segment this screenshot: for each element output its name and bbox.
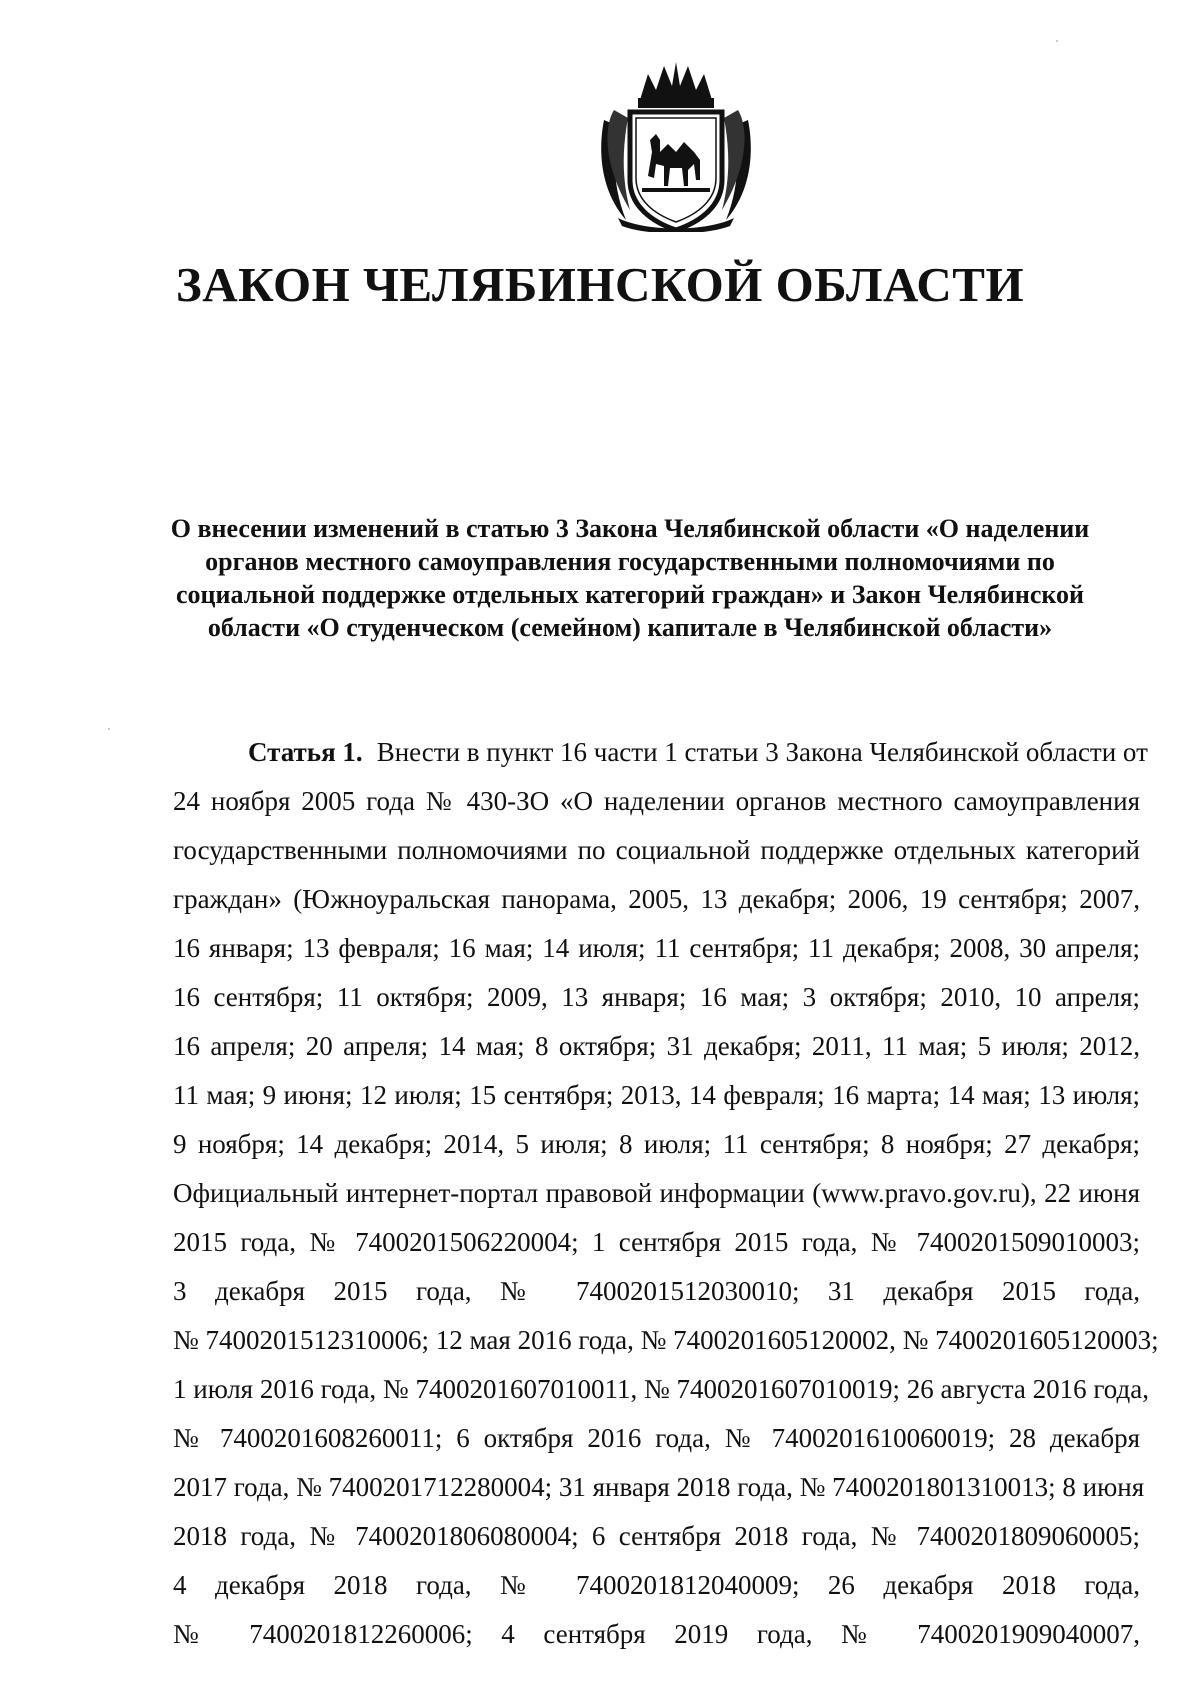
article-line: 9 ноября; 14 декабря; 2014, 5 июля; 8 июля; 11 сентября; 8 ноября; 27 декабря;: [173, 1129, 1140, 1159]
article-line: № 7400201608260011; 6 октября 2016 года, № 7400201610060019; 28 декабря: [173, 1423, 1140, 1453]
article-line: 24 ноября 2005 года № 430-ЗО «О наделении органов местного самоуправления: [173, 786, 1140, 816]
scan-speck: [108, 728, 110, 730]
article-line: 1 июля 2016 года, № 7400201607010011, № 7400201607010019; 26 августа 2016 года,: [173, 1374, 1149, 1404]
article-line: Официальный интернет-портал правовой информации (www.pravo.gov.ru), 22 июня: [173, 1178, 1140, 1208]
article-line: государственными полномочиями по социальной поддержке отдельных категорий: [173, 835, 1140, 865]
article-line: 4 декабря 2018 года, № 7400201812040009; 26 декабря 2018 года,: [173, 1570, 1140, 1600]
article-line: 2017 года, № 7400201712280004; 31 января 2018 года, № 7400201801310013; 8 июня: [173, 1472, 1145, 1502]
article-line: 2018 года, № 7400201806080004; 6 сентября 2018 года, № 7400201809060005;: [173, 1521, 1140, 1551]
article-line: 2015 года, № 7400201506220004; 1 сентября 2015 года, № 7400201509010003;: [173, 1227, 1140, 1257]
article-line: № 7400201512310006; 12 мая 2016 года, № 7400201605120002, № 7400201605120003;: [173, 1325, 1159, 1355]
article-line: 3 декабря 2015 года, № 7400201512030010; 31 декабря 2015 года,: [173, 1276, 1140, 1306]
article-line: 16 апреля; 20 апреля; 14 мая; 8 октября; 31 декабря; 2011, 11 мая; 5 июля; 2012,: [173, 1031, 1140, 1061]
article-line: 16 января; 13 февраля; 16 мая; 14 июля; 11 сентября; 11 декабря; 2008, 30 апреля;: [173, 933, 1140, 963]
law-subject-heading: О внесении изменений в статью 3 Закона Челябинской области «О наделении органов местного самоуправления государственными полномочиями по социальной поддержке отдельных категорий граждан» и Закон Челябинской области «О студенческом (семейном) капитале в Челябинской области»: [170, 514, 1090, 642]
coat-of-arms-icon: [596, 60, 756, 232]
article-line-text: Внести в пункт 16 части 1 статьи 3 Закона Челябинской области от: [376, 737, 1148, 767]
article-heading: Статья 1.: [248, 737, 363, 767]
scan-speck: [1056, 40, 1058, 42]
law-title: ЗАКОН ЧЕЛЯБИНСКОЙ ОБЛАСТИ: [175, 257, 1025, 312]
article-line: граждан» (Южноуральская панорама, 2005, 13 декабря; 2006, 19 сентября; 2007,: [173, 884, 1140, 914]
article-line: [173, 728, 1148, 777]
article-line: 11 мая; 9 июня; 12 июля; 15 сентября; 2013, 14 февраля; 16 марта; 14 мая; 13 июля;: [173, 1080, 1140, 1110]
article-line: № 7400201812260006; 4 сентября 2019 года, № 7400201909040007,: [173, 1619, 1140, 1649]
article-1-body: [173, 728, 1159, 1659]
article-line: 16 сентября; 11 октября; 2009, 13 января; 16 мая; 3 октября; 2010, 10 апреля;: [173, 982, 1140, 1012]
